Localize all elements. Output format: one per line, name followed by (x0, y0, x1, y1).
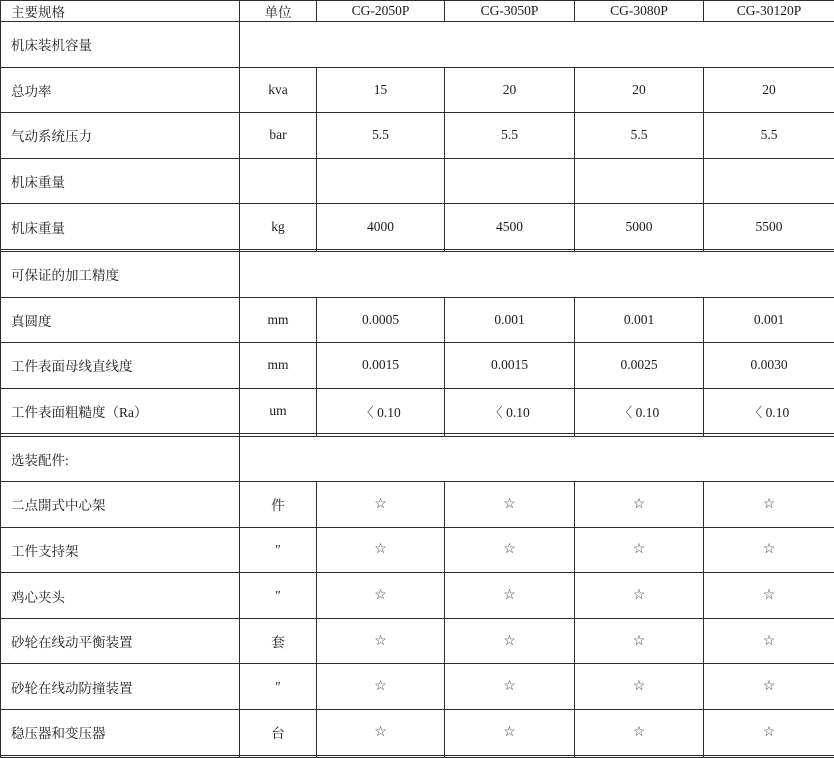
value-cell: ☆ (445, 618, 575, 664)
spec-table-body (1, 22, 834, 758)
data-row (1, 297, 834, 343)
unit-cell: um (240, 388, 317, 434)
row-label-cell: 鸡心夹头 (1, 573, 240, 619)
data-row (1, 388, 834, 434)
value-cell: 4000 (317, 204, 445, 250)
unit-cell: 套 (240, 618, 317, 664)
value-cell (704, 158, 834, 204)
row-label-cell: 机床重量 (1, 158, 240, 204)
data-row (1, 527, 834, 573)
value-cell: 5.5 (317, 113, 445, 159)
value-cell (445, 158, 575, 204)
data-row (1, 158, 834, 204)
value-cell: ☆ (704, 573, 834, 619)
value-cell: ☆ (704, 527, 834, 573)
value-cell: 5.5 (704, 113, 834, 159)
section-label-cell: 选装配件: (1, 436, 240, 482)
row-label-cell: 工件支持架 (1, 527, 240, 573)
col-header-model-cg30120p: CG-30120P (704, 1, 834, 22)
value-cell: 〈 0.10 (445, 388, 575, 434)
value-cell (445, 755, 575, 757)
value-cell: 0.0005 (317, 297, 445, 343)
col-header-spec: 主要规格 (1, 1, 240, 22)
data-row (1, 482, 834, 528)
section-row (1, 252, 834, 298)
value-cell: ☆ (445, 527, 575, 573)
value-cell: 5000 (575, 204, 704, 250)
empty-row (1, 755, 834, 757)
row-label-cell: 真圆度 (1, 297, 240, 343)
value-cell: ☆ (317, 618, 445, 664)
col-header-model-cg2050p: CG-2050P (317, 1, 445, 22)
value-cell: ☆ (575, 664, 704, 710)
value-cell: ☆ (445, 573, 575, 619)
unit-cell: ″ (240, 664, 317, 710)
unit-cell: kg (240, 204, 317, 250)
section-merged-cell (240, 22, 834, 68)
value-cell: 5500 (704, 204, 834, 250)
unit-cell (240, 158, 317, 204)
value-cell: 20 (575, 67, 704, 113)
section-merged-cell (240, 436, 834, 482)
value-cell: 20 (445, 67, 575, 113)
value-cell (704, 755, 834, 757)
value-cell: 4500 (445, 204, 575, 250)
col-header-unit: 单位 (240, 1, 317, 22)
data-row (1, 67, 834, 113)
col-header-model-cg3080p: CG-3080P (575, 1, 704, 22)
data-row (1, 204, 834, 250)
row-label-cell: 气动系统压力 (1, 113, 240, 159)
value-cell (575, 755, 704, 757)
value-cell: ☆ (317, 527, 445, 573)
value-cell: ☆ (704, 482, 834, 528)
value-cell: ☆ (575, 709, 704, 755)
row-label-cell: 二点開式中心架 (1, 482, 240, 528)
row-label-cell: 工件表面母线直线度 (1, 343, 240, 389)
section-label-cell: 可保证的加工精度 (1, 252, 240, 298)
value-cell: 0.0030 (704, 343, 834, 389)
section-label-cell: 机床装机容量 (1, 22, 240, 68)
unit-cell: ″ (240, 527, 317, 573)
section-row (1, 436, 834, 482)
unit-cell: 件 (240, 482, 317, 528)
data-row (1, 343, 834, 389)
value-cell: ☆ (445, 709, 575, 755)
section-merged-cell (240, 252, 834, 298)
value-cell: 〈 0.10 (575, 388, 704, 434)
value-cell: 0.0025 (575, 343, 704, 389)
row-label-cell: 砂轮在线动防撞装置 (1, 664, 240, 710)
value-cell: ☆ (575, 482, 704, 528)
value-cell: 5.5 (575, 113, 704, 159)
value-cell: ☆ (575, 527, 704, 573)
value-cell: 〈 0.10 (704, 388, 834, 434)
data-row (1, 709, 834, 755)
value-cell: ☆ (445, 482, 575, 528)
value-cell: 0.001 (575, 297, 704, 343)
data-row (1, 664, 834, 710)
value-cell (575, 158, 704, 204)
value-cell: ☆ (445, 664, 575, 710)
value-cell: 〈 0.10 (317, 388, 445, 434)
row-label-cell: 工件表面粗糙度（Ra） (1, 388, 240, 434)
value-cell: 15 (317, 67, 445, 113)
value-cell: ☆ (317, 573, 445, 619)
unit-cell: ″ (240, 573, 317, 619)
unit-cell: mm (240, 297, 317, 343)
value-cell: ☆ (704, 664, 834, 710)
value-cell: 0.0015 (317, 343, 445, 389)
value-cell: ☆ (704, 709, 834, 755)
unit-cell: mm (240, 343, 317, 389)
value-cell: 5.5 (445, 113, 575, 159)
value-cell: 0.001 (445, 297, 575, 343)
row-label-cell: 总功率 (1, 67, 240, 113)
value-cell: ☆ (317, 664, 445, 710)
data-row (1, 618, 834, 664)
unit-cell: bar (240, 113, 317, 159)
value-cell: ☆ (317, 709, 445, 755)
row-label-cell: 稳压器和变压器 (1, 709, 240, 755)
section-row (1, 22, 834, 68)
value-cell: 0.0015 (445, 343, 575, 389)
value-cell (317, 158, 445, 204)
data-row (1, 113, 834, 159)
unit-cell (240, 755, 317, 757)
value-cell (317, 755, 445, 757)
value-cell: 20 (704, 67, 834, 113)
col-header-model-cg3050p: CG-3050P (445, 1, 575, 22)
value-cell: ☆ (704, 618, 834, 664)
value-cell: 0.001 (704, 297, 834, 343)
value-cell: ☆ (575, 573, 704, 619)
header-row (1, 1, 834, 22)
unit-cell: 台 (240, 709, 317, 755)
data-row (1, 573, 834, 619)
unit-cell: kva (240, 67, 317, 113)
value-cell: ☆ (575, 618, 704, 664)
row-label-cell (1, 755, 240, 757)
value-cell: ☆ (317, 482, 445, 528)
row-label-cell: 机床重量 (1, 204, 240, 250)
row-label-cell: 砂轮在线动平衡装置 (1, 618, 240, 664)
